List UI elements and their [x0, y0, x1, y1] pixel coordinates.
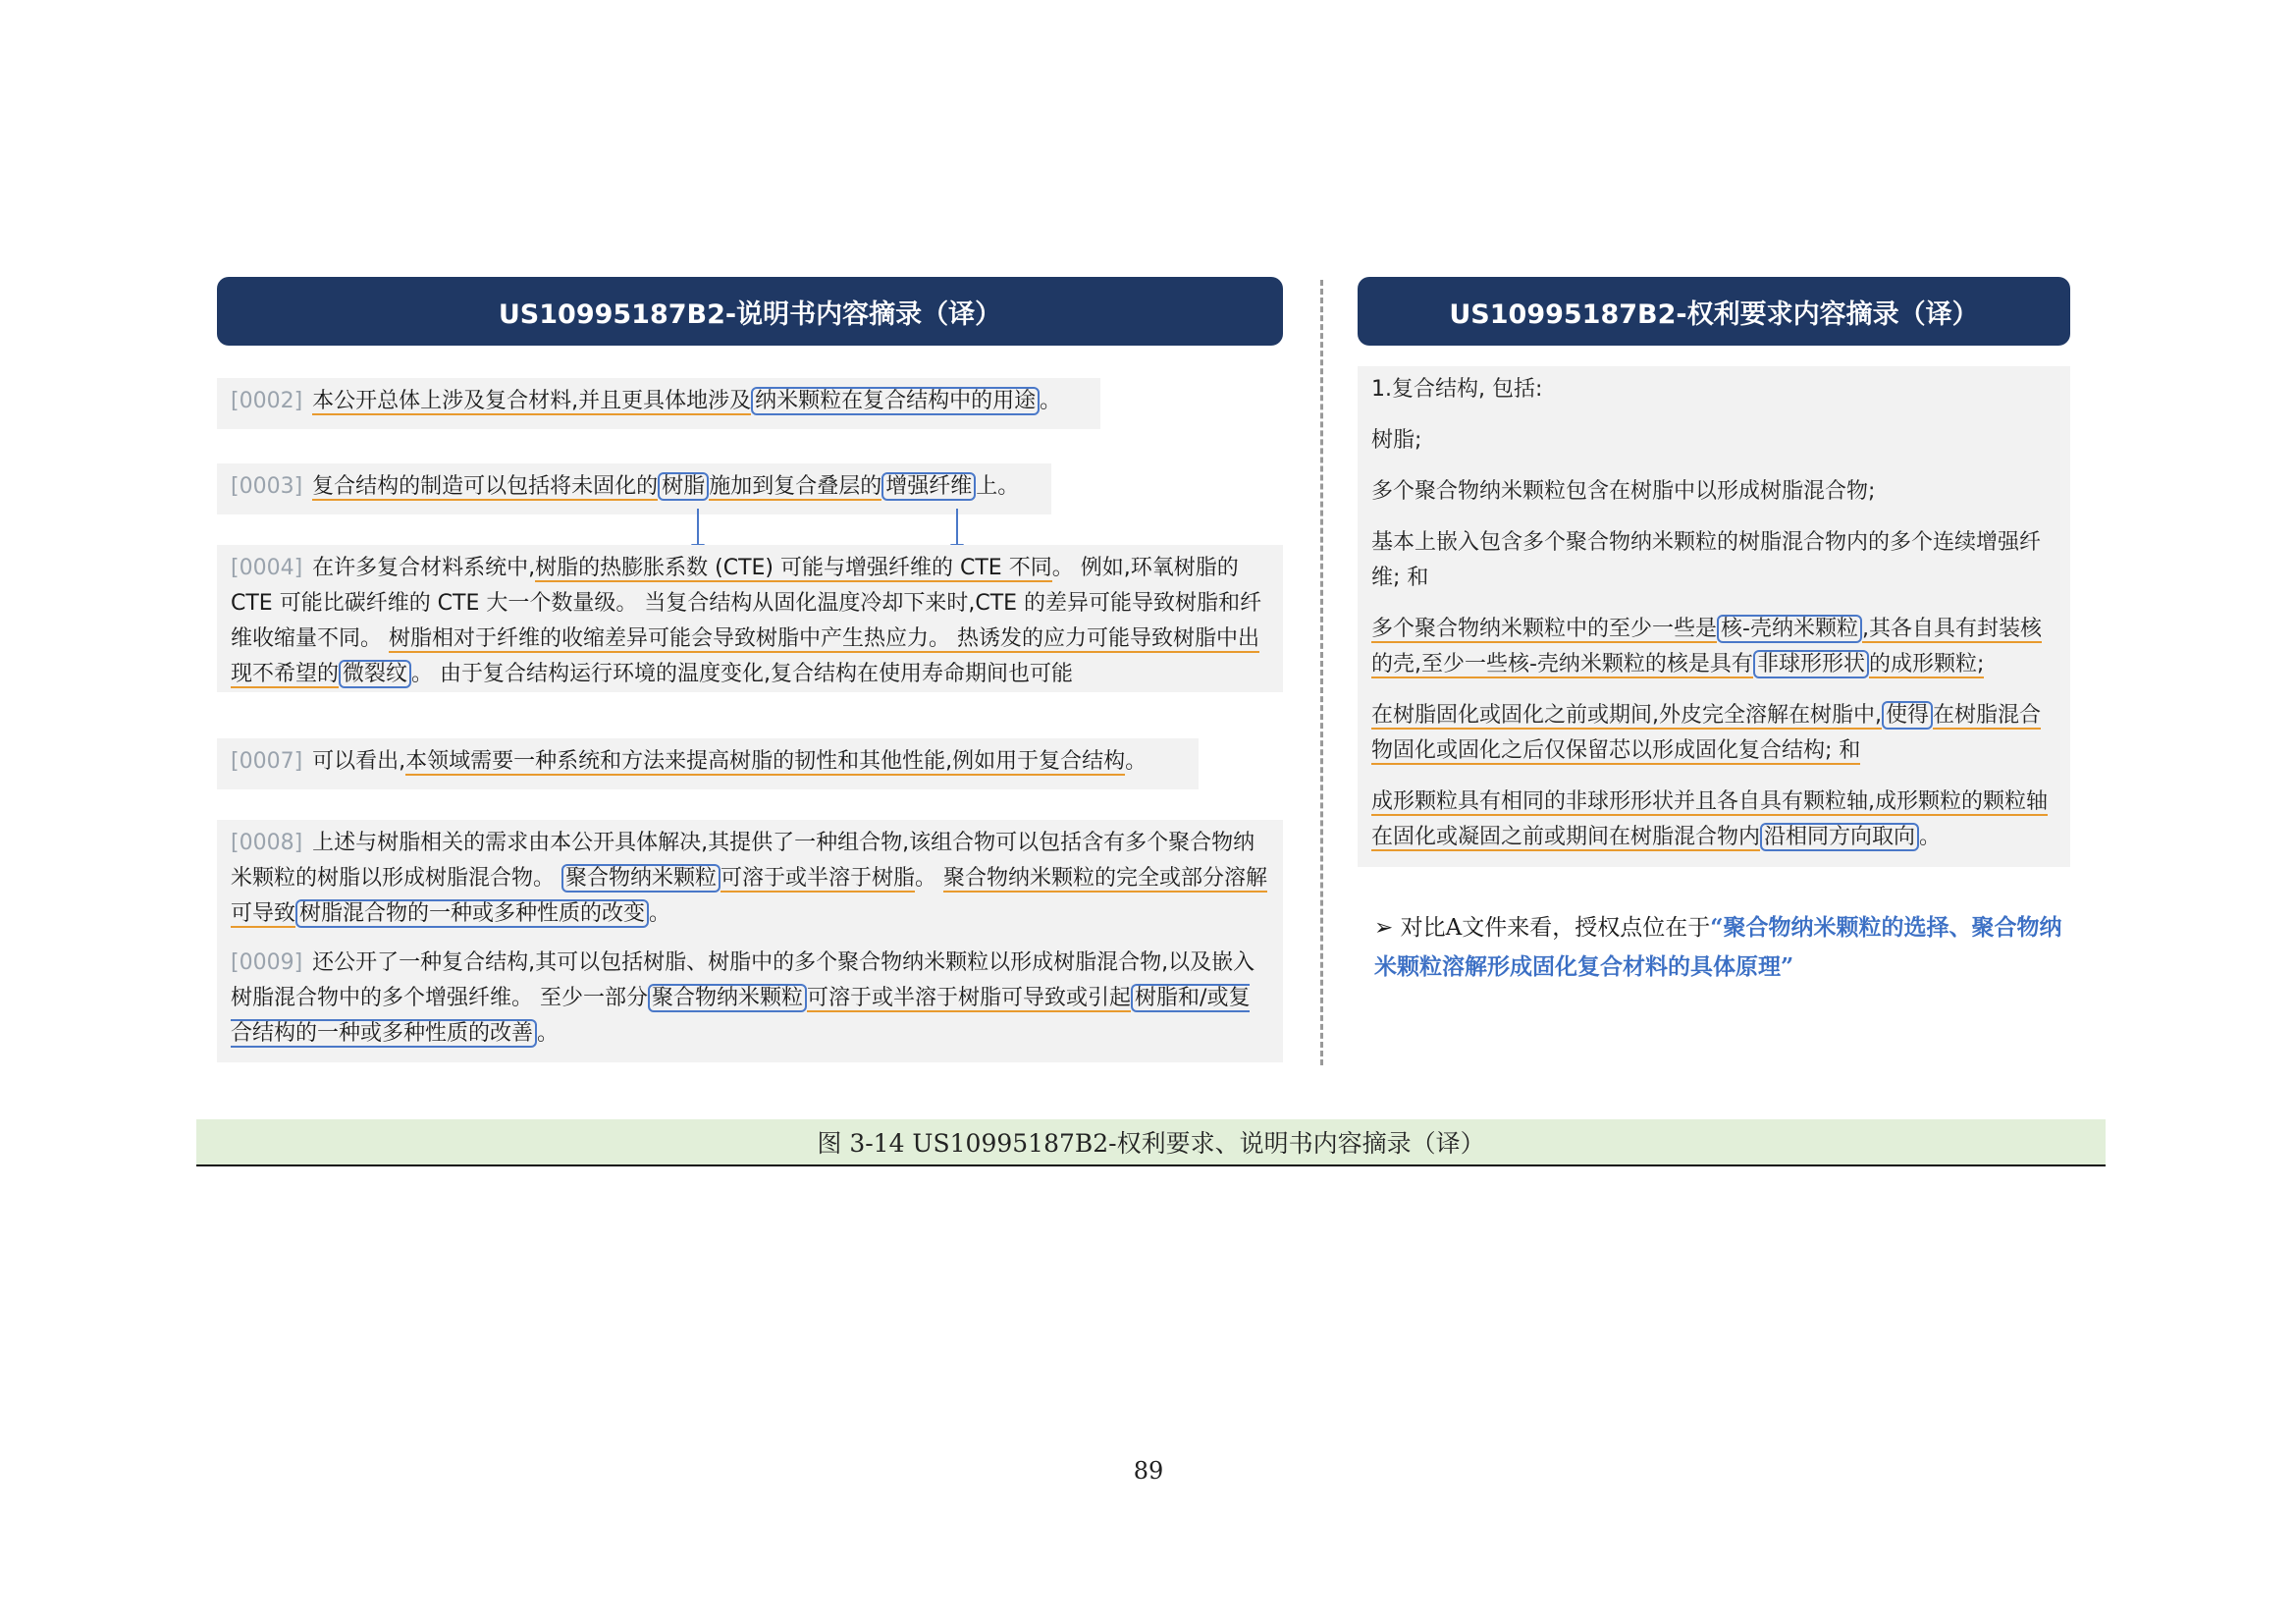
highlighted-phrase: ,其各自具有封装核的壳,至少一些核-壳纳米颗粒的核是具有: [1371, 617, 2042, 677]
note-text: 对比A文件来看，授权点位在于: [1400, 915, 1711, 941]
left-panel-title-text: US10995187B2-说明书内容摘录（译）: [498, 298, 1002, 330]
boxed-phrase-property-change: 树脂混合物的一种或多种性质的改变: [295, 899, 649, 928]
boxed-phrase-resin: 树脂: [658, 472, 709, 501]
paragraph-0003: [217, 463, 1051, 514]
highlighted-phrase: 树脂的热膨胀系数 (CTE) 可能与增强纤维的 CTE 不同: [535, 556, 1052, 580]
page-number-text: 89: [1133, 1457, 1164, 1485]
paragraph-text: 。: [1125, 749, 1148, 774]
paragraph-0002: [217, 378, 1100, 429]
left-panel-title: [217, 277, 1283, 346]
boxed-phrase: 纳米颗粒在复合结构中的用途: [751, 387, 1040, 415]
paragraph-text: 。: [649, 901, 671, 926]
highlighted-phrase: 的成形颗粒;: [1868, 652, 1985, 677]
paragraph-text: 。: [1040, 389, 1062, 413]
paragraph-number: [0002]: [231, 389, 303, 413]
claim-line: [1371, 785, 2056, 855]
highlighted-phrase: 树脂相对于纤维的收缩差异可能会导致树脂中产生热应力: [389, 626, 930, 651]
paragraph-text: 复合结构的制造可以包括将未固化的: [312, 474, 659, 499]
highlighted-phrase: 聚合物纳米颗粒的完全或部分溶解可导致: [231, 866, 1268, 926]
paragraph-text: 在许多复合材料系统中,: [312, 556, 536, 580]
boxed-phrase-such-that: 使得: [1882, 701, 1933, 730]
claim-line: 多个聚合物纳米颗粒包含在树脂中以形成树脂混合物;: [1371, 479, 1876, 504]
paragraph-text: 上。: [976, 474, 1020, 499]
paragraph-0009: [231, 946, 1269, 1052]
paragraphs-0008-0009: [217, 820, 1283, 1062]
note-emphasis: “聚合物纳米颗粒的选择、聚合物纳米颗粒溶解形成固化复合材料的具体原理”: [1374, 914, 2062, 980]
claim-text: 。: [1919, 825, 1942, 849]
paragraph-text: 。 由于复合结构运行环境的温度变化,复合结构在使用寿命期间也可能: [411, 662, 1074, 686]
claims-excerpt: [1358, 366, 2070, 867]
highlighted-phrase: 。 热诱发的应力可能导致树脂中出现不希望的: [231, 626, 1260, 686]
paragraph-text: 。 例如,环氧树脂的 CTE 可能比碳纤维的 CTE 大一个数量级。 当复合结构从固化温度冷却下来时,CTE 的差异可能导致树脂和纤维收缩量不同。: [231, 556, 1262, 651]
paragraph-text: 本公开总体上涉及复合材料,并且更具体地涉及: [312, 389, 752, 413]
figure-caption: [196, 1119, 2106, 1166]
paragraph-number: [0008]: [231, 831, 303, 855]
down-arrow-icon: [697, 509, 699, 546]
highlighted-phrase: 可溶于或半溶于树脂可导致或引起: [807, 986, 1132, 1010]
right-panel-title-text: US10995187B2-权利要求内容摘录（译）: [1449, 298, 1979, 330]
paragraph-text: 可以看出,: [312, 749, 406, 774]
paragraph-0008: [231, 826, 1269, 932]
boxed-phrase-nanoparticle: 聚合物纳米颗粒: [561, 864, 721, 893]
claim-line: 基本上嵌入包含多个聚合物纳米颗粒的树脂混合物内的多个连续增强纤维; 和: [1371, 530, 2042, 590]
boxed-phrase-nonspherical: 非球形形状: [1753, 650, 1869, 678]
paragraph-text: 。: [537, 1021, 560, 1046]
paragraph-text: 上述与树脂相关的需求由本公开具体解决,其提供了一种组合物,该组合物可以包括含有多个聚合物纳米颗粒的树脂以形成树脂混合物。: [231, 831, 1255, 891]
boxed-phrase-microcrack: 微裂纹: [339, 660, 411, 688]
paragraph-text: 还公开了一种复合结构,其可以包括树脂、树脂中的多个聚合物纳米颗粒以形成树脂混合物,以及嵌入树脂混合物中的多个增强纤维。 至少一部分: [231, 950, 1255, 1010]
paragraph-text: 施加到复合叠层的: [709, 474, 882, 499]
vertical-divider: [1320, 280, 1323, 1065]
claim-line: 1.复合结构, 包括:: [1371, 377, 1543, 402]
highlighted-phrase: 在树脂固化或固化之前或期间,外皮完全溶解在树脂中,: [1371, 703, 1882, 728]
highlighted-phrase: 可溶于或半溶于树脂: [721, 866, 916, 891]
bullet-arrow-icon: ➢: [1374, 915, 1394, 941]
boxed-phrase-same-direction: 沿相同方向取向: [1760, 823, 1919, 851]
paragraph-number: [0004]: [231, 556, 303, 580]
highlighted-phrase: 本领域需要一种系统和方法来提高树脂的韧性和其他性能,例如用于复合结构: [405, 749, 1126, 774]
right-panel-title: [1358, 277, 2070, 346]
conclusion-note: [1374, 908, 2081, 987]
boxed-phrase-fiber: 增强纤维: [881, 472, 976, 501]
highlighted-phrase: 在树脂混合物固化或固化之后仅保留芯以形成固化复合结构; 和: [1371, 703, 2042, 763]
paragraph-0007: [217, 738, 1199, 789]
paragraph-0004: [217, 545, 1283, 692]
down-arrow-icon: [956, 509, 958, 546]
page-number: [1080, 1457, 1217, 1485]
paragraph-number: [0007]: [231, 749, 303, 774]
paragraph-number: [0003]: [231, 474, 303, 499]
boxed-phrase-nanoparticle: 聚合物纳米颗粒: [648, 984, 807, 1012]
boxed-phrase-core-shell: 核-壳纳米颗粒: [1717, 615, 1862, 643]
boxed-phrase-improvement: 树脂和/或复合结构的一种或多种性质的改善: [231, 986, 1251, 1046]
highlighted-phrase: 成形颗粒具有相同的非球形形状并且各自具有颗粒轴,成形颗粒的颗粒轴在固化或凝固之前或期间在树脂混合物内: [1371, 789, 2048, 849]
figure-caption-text: 图 3-14 US10995187B2-权利要求、说明书内容摘录（译）: [817, 1129, 1485, 1158]
claim-line: 树脂;: [1371, 428, 1422, 453]
claim-line: [1371, 612, 2056, 682]
highlighted-phrase: 多个聚合物纳米颗粒中的至少一些是: [1371, 617, 1718, 641]
paragraph-number: [0009]: [231, 950, 303, 975]
paragraph-text: 。: [915, 866, 944, 891]
claim-line: [1371, 698, 2056, 769]
